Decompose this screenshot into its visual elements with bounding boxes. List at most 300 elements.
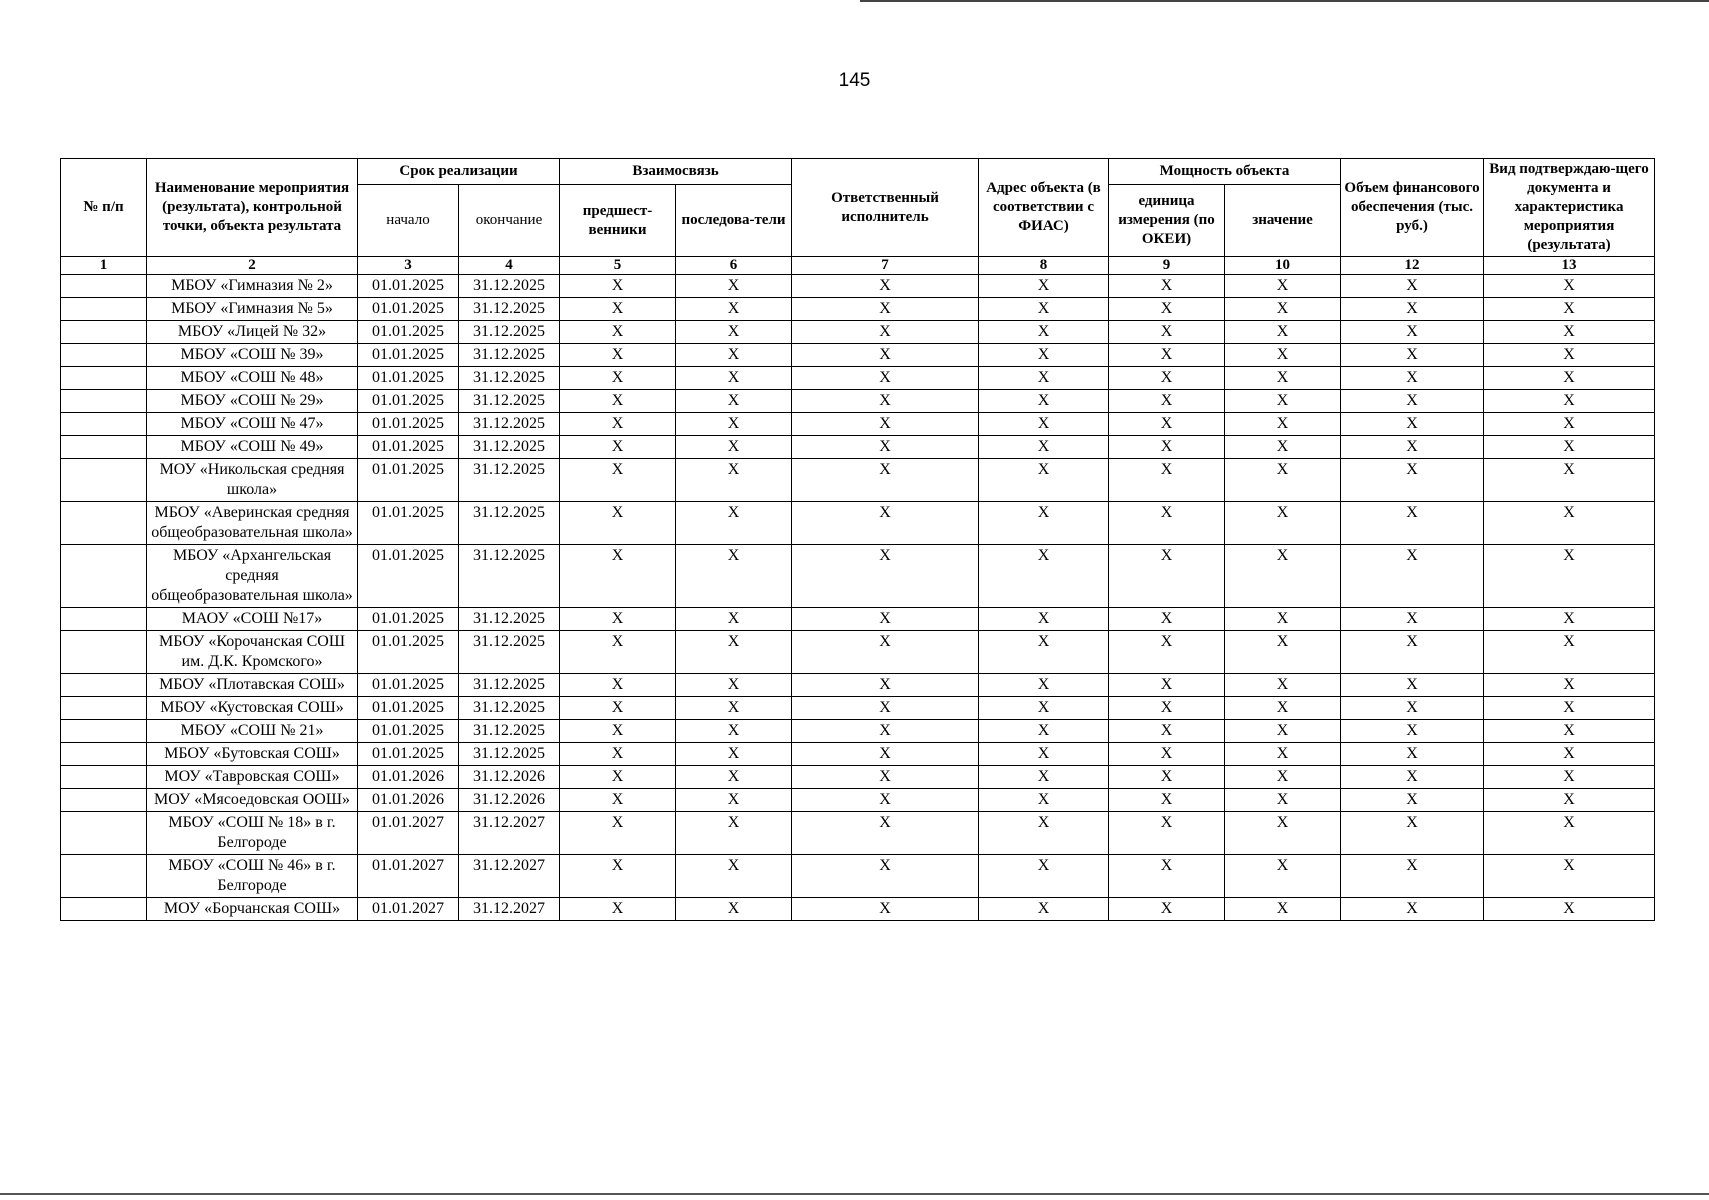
row-name-cell: МБОУ «СОШ № 46» в г. Белгороде — [147, 855, 358, 898]
header-document: Вид подтверждаю-щего документа и характеристика мероприятия (результата) — [1484, 159, 1655, 257]
row-unit-cell: X — [1109, 367, 1225, 390]
row-successors-cell: X — [676, 766, 792, 789]
row-name-cell: МБОУ «СОШ № 18» в г. Белгороде — [147, 812, 358, 855]
row-number-cell — [61, 720, 147, 743]
row-value-cell: X — [1225, 413, 1341, 436]
row-name-cell: МБОУ «Бутовская СОШ» — [147, 743, 358, 766]
row-successors-cell: X — [676, 413, 792, 436]
table-header — [61, 159, 1655, 275]
row-responsible-cell: X — [792, 367, 979, 390]
row-name-cell: МАОУ «СОШ №17» — [147, 608, 358, 631]
row-address-cell: X — [979, 766, 1109, 789]
row-end-cell: 31.12.2025 — [459, 459, 560, 502]
header-start: начало — [358, 185, 459, 257]
row-responsible-cell: X — [792, 812, 979, 855]
row-financing-cell: X — [1341, 608, 1484, 631]
row-successors-cell: X — [676, 459, 792, 502]
header-address: Адрес объекта (в соответствии с ФИАС) — [979, 159, 1109, 257]
row-number-cell — [61, 502, 147, 545]
row-responsible-cell: X — [792, 855, 979, 898]
row-unit-cell: X — [1109, 459, 1225, 502]
row-value-cell: X — [1225, 697, 1341, 720]
row-document-cell: X — [1484, 321, 1655, 344]
row-end-cell: 31.12.2025 — [459, 367, 560, 390]
row-document-cell: X — [1484, 766, 1655, 789]
row-number-cell — [61, 436, 147, 459]
row-end-cell: 31.12.2025 — [459, 545, 560, 608]
row-name-cell: МБОУ «СОШ № 49» — [147, 436, 358, 459]
row-value-cell: X — [1225, 674, 1341, 697]
row-responsible-cell: X — [792, 789, 979, 812]
row-financing-cell: X — [1341, 674, 1484, 697]
row-responsible-cell: X — [792, 545, 979, 608]
table-row — [61, 812, 1655, 855]
row-name-cell: МБОУ «Лицей № 32» — [147, 321, 358, 344]
row-unit-cell: X — [1109, 390, 1225, 413]
row-unit-cell: X — [1109, 855, 1225, 898]
row-value-cell: X — [1225, 367, 1341, 390]
top-scan-rule — [860, 0, 1709, 2]
row-successors-cell: X — [676, 674, 792, 697]
table-row — [61, 413, 1655, 436]
header-successors: последова-тели — [676, 185, 792, 257]
row-successors-cell: X — [676, 436, 792, 459]
page-number: 145 — [838, 70, 871, 91]
row-responsible-cell: X — [792, 459, 979, 502]
row-address-cell: X — [979, 344, 1109, 367]
row-start-cell: 01.01.2025 — [358, 697, 459, 720]
row-responsible-cell: X — [792, 413, 979, 436]
row-successors-cell: X — [676, 545, 792, 608]
row-start-cell: 01.01.2025 — [358, 367, 459, 390]
row-start-cell: 01.01.2025 — [358, 436, 459, 459]
row-address-cell: X — [979, 855, 1109, 898]
row-start-cell: 01.01.2025 — [358, 674, 459, 697]
table-row — [61, 502, 1655, 545]
header-num: № п/п — [61, 159, 147, 257]
table-row — [61, 766, 1655, 789]
row-financing-cell: X — [1341, 545, 1484, 608]
row-document-cell: X — [1484, 697, 1655, 720]
row-start-cell: 01.01.2025 — [358, 631, 459, 674]
table-row — [61, 344, 1655, 367]
row-end-cell: 31.12.2027 — [459, 855, 560, 898]
header-unit: единица измерения (по ОКЕИ) — [1109, 185, 1225, 257]
row-unit-cell: X — [1109, 413, 1225, 436]
row-responsible-cell: X — [792, 898, 979, 921]
row-predecessors-cell: X — [560, 545, 676, 608]
row-financing-cell: X — [1341, 502, 1484, 545]
row-end-cell: 31.12.2027 — [459, 898, 560, 921]
row-document-cell: X — [1484, 608, 1655, 631]
row-address-cell: X — [979, 898, 1109, 921]
row-address-cell: X — [979, 697, 1109, 720]
row-number-cell — [61, 789, 147, 812]
table-row — [61, 631, 1655, 674]
row-predecessors-cell: X — [560, 390, 676, 413]
row-address-cell: X — [979, 413, 1109, 436]
row-address-cell: X — [979, 608, 1109, 631]
row-financing-cell: X — [1341, 298, 1484, 321]
row-address-cell: X — [979, 674, 1109, 697]
row-document-cell: X — [1484, 502, 1655, 545]
row-successors-cell: X — [676, 720, 792, 743]
row-responsible-cell: X — [792, 298, 979, 321]
table-row — [61, 545, 1655, 608]
row-number-cell — [61, 697, 147, 720]
row-start-cell: 01.01.2026 — [358, 766, 459, 789]
table-row — [61, 743, 1655, 766]
row-document-cell: X — [1484, 390, 1655, 413]
row-successors-cell: X — [676, 275, 792, 298]
row-value-cell: X — [1225, 631, 1341, 674]
header-group-term: Срок реализации — [358, 159, 560, 185]
row-number-cell — [61, 344, 147, 367]
row-predecessors-cell: X — [560, 766, 676, 789]
row-start-cell: 01.01.2025 — [358, 321, 459, 344]
row-end-cell: 31.12.2025 — [459, 697, 560, 720]
row-unit-cell: X — [1109, 608, 1225, 631]
row-value-cell: X — [1225, 855, 1341, 898]
table-row — [61, 275, 1655, 298]
table-row — [61, 390, 1655, 413]
row-value-cell: X — [1225, 812, 1341, 855]
row-financing-cell: X — [1341, 321, 1484, 344]
header-group-power: Мощность объекта — [1109, 159, 1341, 185]
row-address-cell: X — [979, 812, 1109, 855]
row-responsible-cell: X — [792, 766, 979, 789]
table-row — [61, 697, 1655, 720]
row-end-cell: 31.12.2025 — [459, 321, 560, 344]
row-unit-cell: X — [1109, 697, 1225, 720]
row-name-cell: МБОУ «Корочанская СОШ им. Д.К. Кромского» — [147, 631, 358, 674]
row-end-cell: 31.12.2025 — [459, 298, 560, 321]
row-value-cell: X — [1225, 459, 1341, 502]
row-start-cell: 01.01.2027 — [358, 855, 459, 898]
row-document-cell: X — [1484, 898, 1655, 921]
row-address-cell: X — [979, 436, 1109, 459]
row-start-cell: 01.01.2025 — [358, 720, 459, 743]
column-number: 8 — [979, 257, 1109, 275]
row-responsible-cell: X — [792, 436, 979, 459]
row-value-cell: X — [1225, 502, 1341, 545]
row-predecessors-cell: X — [560, 631, 676, 674]
table-row — [61, 367, 1655, 390]
row-predecessors-cell: X — [560, 502, 676, 545]
row-responsible-cell: X — [792, 720, 979, 743]
row-number-cell — [61, 459, 147, 502]
row-end-cell: 31.12.2025 — [459, 674, 560, 697]
row-responsible-cell: X — [792, 390, 979, 413]
row-document-cell: X — [1484, 855, 1655, 898]
row-predecessors-cell: X — [560, 697, 676, 720]
table-row — [61, 720, 1655, 743]
row-predecessors-cell: X — [560, 674, 676, 697]
row-unit-cell: X — [1109, 674, 1225, 697]
row-document-cell: X — [1484, 344, 1655, 367]
row-document-cell: X — [1484, 743, 1655, 766]
row-start-cell: 01.01.2026 — [358, 789, 459, 812]
row-start-cell: 01.01.2025 — [358, 743, 459, 766]
row-start-cell: 01.01.2025 — [358, 344, 459, 367]
row-unit-cell: X — [1109, 436, 1225, 459]
row-financing-cell: X — [1341, 436, 1484, 459]
row-document-cell: X — [1484, 545, 1655, 608]
row-predecessors-cell: X — [560, 812, 676, 855]
row-document-cell: X — [1484, 436, 1655, 459]
row-name-cell: МОУ «Тавровская СОШ» — [147, 766, 358, 789]
row-value-cell: X — [1225, 275, 1341, 298]
row-number-cell — [61, 855, 147, 898]
column-number: 7 — [792, 257, 979, 275]
row-value-cell: X — [1225, 321, 1341, 344]
row-address-cell: X — [979, 743, 1109, 766]
row-predecessors-cell: X — [560, 789, 676, 812]
row-name-cell: МОУ «Мясоедовская ООШ» — [147, 789, 358, 812]
row-end-cell: 31.12.2025 — [459, 275, 560, 298]
row-financing-cell: X — [1341, 459, 1484, 502]
column-number: 1 — [61, 257, 147, 275]
row-document-cell: X — [1484, 275, 1655, 298]
row-name-cell: МБОУ «СОШ № 29» — [147, 390, 358, 413]
row-successors-cell: X — [676, 298, 792, 321]
row-unit-cell: X — [1109, 275, 1225, 298]
row-value-cell: X — [1225, 720, 1341, 743]
row-successors-cell: X — [676, 855, 792, 898]
row-end-cell: 31.12.2025 — [459, 743, 560, 766]
row-number-cell — [61, 608, 147, 631]
column-number: 12 — [1341, 257, 1484, 275]
row-start-cell: 01.01.2025 — [358, 608, 459, 631]
row-predecessors-cell: X — [560, 898, 676, 921]
row-financing-cell: X — [1341, 631, 1484, 674]
row-name-cell: МБОУ «СОШ № 21» — [147, 720, 358, 743]
column-number-row — [61, 257, 1655, 275]
row-end-cell: 31.12.2025 — [459, 344, 560, 367]
row-financing-cell: X — [1341, 344, 1484, 367]
row-responsible-cell: X — [792, 674, 979, 697]
table-row — [61, 298, 1655, 321]
row-value-cell: X — [1225, 298, 1341, 321]
row-responsible-cell: X — [792, 275, 979, 298]
row-number-cell — [61, 298, 147, 321]
row-number-cell — [61, 275, 147, 298]
row-unit-cell: X — [1109, 545, 1225, 608]
row-document-cell: X — [1484, 367, 1655, 390]
row-unit-cell: X — [1109, 298, 1225, 321]
row-name-cell: МБОУ «СОШ № 47» — [147, 413, 358, 436]
row-responsible-cell: X — [792, 697, 979, 720]
table-row — [61, 459, 1655, 502]
row-end-cell: 31.12.2025 — [459, 413, 560, 436]
row-value-cell: X — [1225, 898, 1341, 921]
row-successors-cell: X — [676, 344, 792, 367]
row-unit-cell: X — [1109, 766, 1225, 789]
row-document-cell: X — [1484, 298, 1655, 321]
row-financing-cell: X — [1341, 390, 1484, 413]
column-number: 9 — [1109, 257, 1225, 275]
row-predecessors-cell: X — [560, 298, 676, 321]
row-end-cell: 31.12.2026 — [459, 766, 560, 789]
row-number-cell — [61, 545, 147, 608]
row-name-cell: МБОУ «Кустовская СОШ» — [147, 697, 358, 720]
row-successors-cell: X — [676, 789, 792, 812]
table-row — [61, 789, 1655, 812]
row-financing-cell: X — [1341, 367, 1484, 390]
row-document-cell: X — [1484, 674, 1655, 697]
row-start-cell: 01.01.2025 — [358, 413, 459, 436]
row-responsible-cell: X — [792, 743, 979, 766]
row-document-cell: X — [1484, 631, 1655, 674]
row-address-cell: X — [979, 720, 1109, 743]
row-successors-cell: X — [676, 697, 792, 720]
row-financing-cell: X — [1341, 898, 1484, 921]
row-unit-cell: X — [1109, 898, 1225, 921]
row-financing-cell: X — [1341, 766, 1484, 789]
row-successors-cell: X — [676, 502, 792, 545]
row-address-cell: X — [979, 789, 1109, 812]
row-value-cell: X — [1225, 766, 1341, 789]
row-end-cell: 31.12.2025 — [459, 436, 560, 459]
row-predecessors-cell: X — [560, 321, 676, 344]
row-address-cell: X — [979, 502, 1109, 545]
row-unit-cell: X — [1109, 720, 1225, 743]
row-responsible-cell: X — [792, 321, 979, 344]
row-name-cell: МОУ «Никольская средняя школа» — [147, 459, 358, 502]
row-document-cell: X — [1484, 789, 1655, 812]
row-number-cell — [61, 321, 147, 344]
header-responsible: Ответственный исполнитель — [792, 159, 979, 257]
row-responsible-cell: X — [792, 344, 979, 367]
row-number-cell — [61, 367, 147, 390]
row-financing-cell: X — [1341, 697, 1484, 720]
table-row — [61, 674, 1655, 697]
row-responsible-cell: X — [792, 608, 979, 631]
row-start-cell: 01.01.2025 — [358, 275, 459, 298]
row-unit-cell: X — [1109, 631, 1225, 674]
column-number: 3 — [358, 257, 459, 275]
row-responsible-cell: X — [792, 631, 979, 674]
row-number-cell — [61, 812, 147, 855]
column-number: 6 — [676, 257, 792, 275]
row-start-cell: 01.01.2025 — [358, 298, 459, 321]
row-unit-cell: X — [1109, 321, 1225, 344]
row-successors-cell: X — [676, 631, 792, 674]
row-number-cell — [61, 674, 147, 697]
row-number-cell — [61, 766, 147, 789]
row-end-cell: 31.12.2026 — [459, 789, 560, 812]
row-value-cell: X — [1225, 743, 1341, 766]
results-table — [60, 158, 1655, 921]
row-predecessors-cell: X — [560, 459, 676, 502]
row-number-cell — [61, 390, 147, 413]
row-address-cell: X — [979, 275, 1109, 298]
table-row — [61, 608, 1655, 631]
row-predecessors-cell: X — [560, 413, 676, 436]
row-unit-cell: X — [1109, 502, 1225, 545]
row-financing-cell: X — [1341, 789, 1484, 812]
row-predecessors-cell: X — [560, 344, 676, 367]
header-name: Наименование мероприятия (результата), контрольной точки, объекта результата — [147, 159, 358, 257]
row-predecessors-cell: X — [560, 436, 676, 459]
row-responsible-cell: X — [792, 502, 979, 545]
row-name-cell: МБОУ «Гимназия № 2» — [147, 275, 358, 298]
column-number: 2 — [147, 257, 358, 275]
row-name-cell: МБОУ «Архангельская средняя общеобразовательная школа» — [147, 545, 358, 608]
row-document-cell: X — [1484, 413, 1655, 436]
header-value: значение — [1225, 185, 1341, 257]
row-end-cell: 31.12.2025 — [459, 502, 560, 545]
column-number: 13 — [1484, 257, 1655, 275]
row-financing-cell: X — [1341, 743, 1484, 766]
row-address-cell: X — [979, 321, 1109, 344]
row-value-cell: X — [1225, 608, 1341, 631]
row-successors-cell: X — [676, 812, 792, 855]
column-number: 5 — [560, 257, 676, 275]
row-address-cell: X — [979, 298, 1109, 321]
row-successors-cell: X — [676, 367, 792, 390]
row-predecessors-cell: X — [560, 855, 676, 898]
row-value-cell: X — [1225, 390, 1341, 413]
row-start-cell: 01.01.2025 — [358, 390, 459, 413]
row-address-cell: X — [979, 390, 1109, 413]
row-successors-cell: X — [676, 743, 792, 766]
row-unit-cell: X — [1109, 812, 1225, 855]
table-row — [61, 436, 1655, 459]
row-unit-cell: X — [1109, 789, 1225, 812]
row-number-cell — [61, 898, 147, 921]
row-unit-cell: X — [1109, 344, 1225, 367]
row-end-cell: 31.12.2025 — [459, 390, 560, 413]
table-row — [61, 855, 1655, 898]
row-financing-cell: X — [1341, 275, 1484, 298]
column-number: 10 — [1225, 257, 1341, 275]
row-start-cell: 01.01.2025 — [358, 545, 459, 608]
row-number-cell — [61, 413, 147, 436]
row-financing-cell: X — [1341, 855, 1484, 898]
row-address-cell: X — [979, 367, 1109, 390]
row-number-cell — [61, 743, 147, 766]
table-row — [61, 321, 1655, 344]
row-name-cell: МБОУ «Гимназия № 5» — [147, 298, 358, 321]
row-successors-cell: X — [676, 898, 792, 921]
row-financing-cell: X — [1341, 720, 1484, 743]
row-document-cell: X — [1484, 459, 1655, 502]
row-name-cell: МБОУ «СОШ № 48» — [147, 367, 358, 390]
table-body — [61, 275, 1655, 921]
row-successors-cell: X — [676, 608, 792, 631]
row-name-cell: МОУ «Борчанская СОШ» — [147, 898, 358, 921]
row-end-cell: 31.12.2025 — [459, 720, 560, 743]
row-predecessors-cell: X — [560, 720, 676, 743]
row-address-cell: X — [979, 545, 1109, 608]
row-successors-cell: X — [676, 390, 792, 413]
row-predecessors-cell: X — [560, 275, 676, 298]
row-financing-cell: X — [1341, 413, 1484, 436]
column-number: 4 — [459, 257, 560, 275]
row-value-cell: X — [1225, 789, 1341, 812]
row-name-cell: МБОУ «СОШ № 39» — [147, 344, 358, 367]
row-address-cell: X — [979, 631, 1109, 674]
row-start-cell: 01.01.2027 — [358, 812, 459, 855]
row-start-cell: 01.01.2025 — [358, 459, 459, 502]
row-number-cell — [61, 631, 147, 674]
row-start-cell: 01.01.2025 — [358, 502, 459, 545]
row-end-cell: 31.12.2027 — [459, 812, 560, 855]
row-document-cell: X — [1484, 812, 1655, 855]
row-end-cell: 31.12.2025 — [459, 608, 560, 631]
row-value-cell: X — [1225, 436, 1341, 459]
